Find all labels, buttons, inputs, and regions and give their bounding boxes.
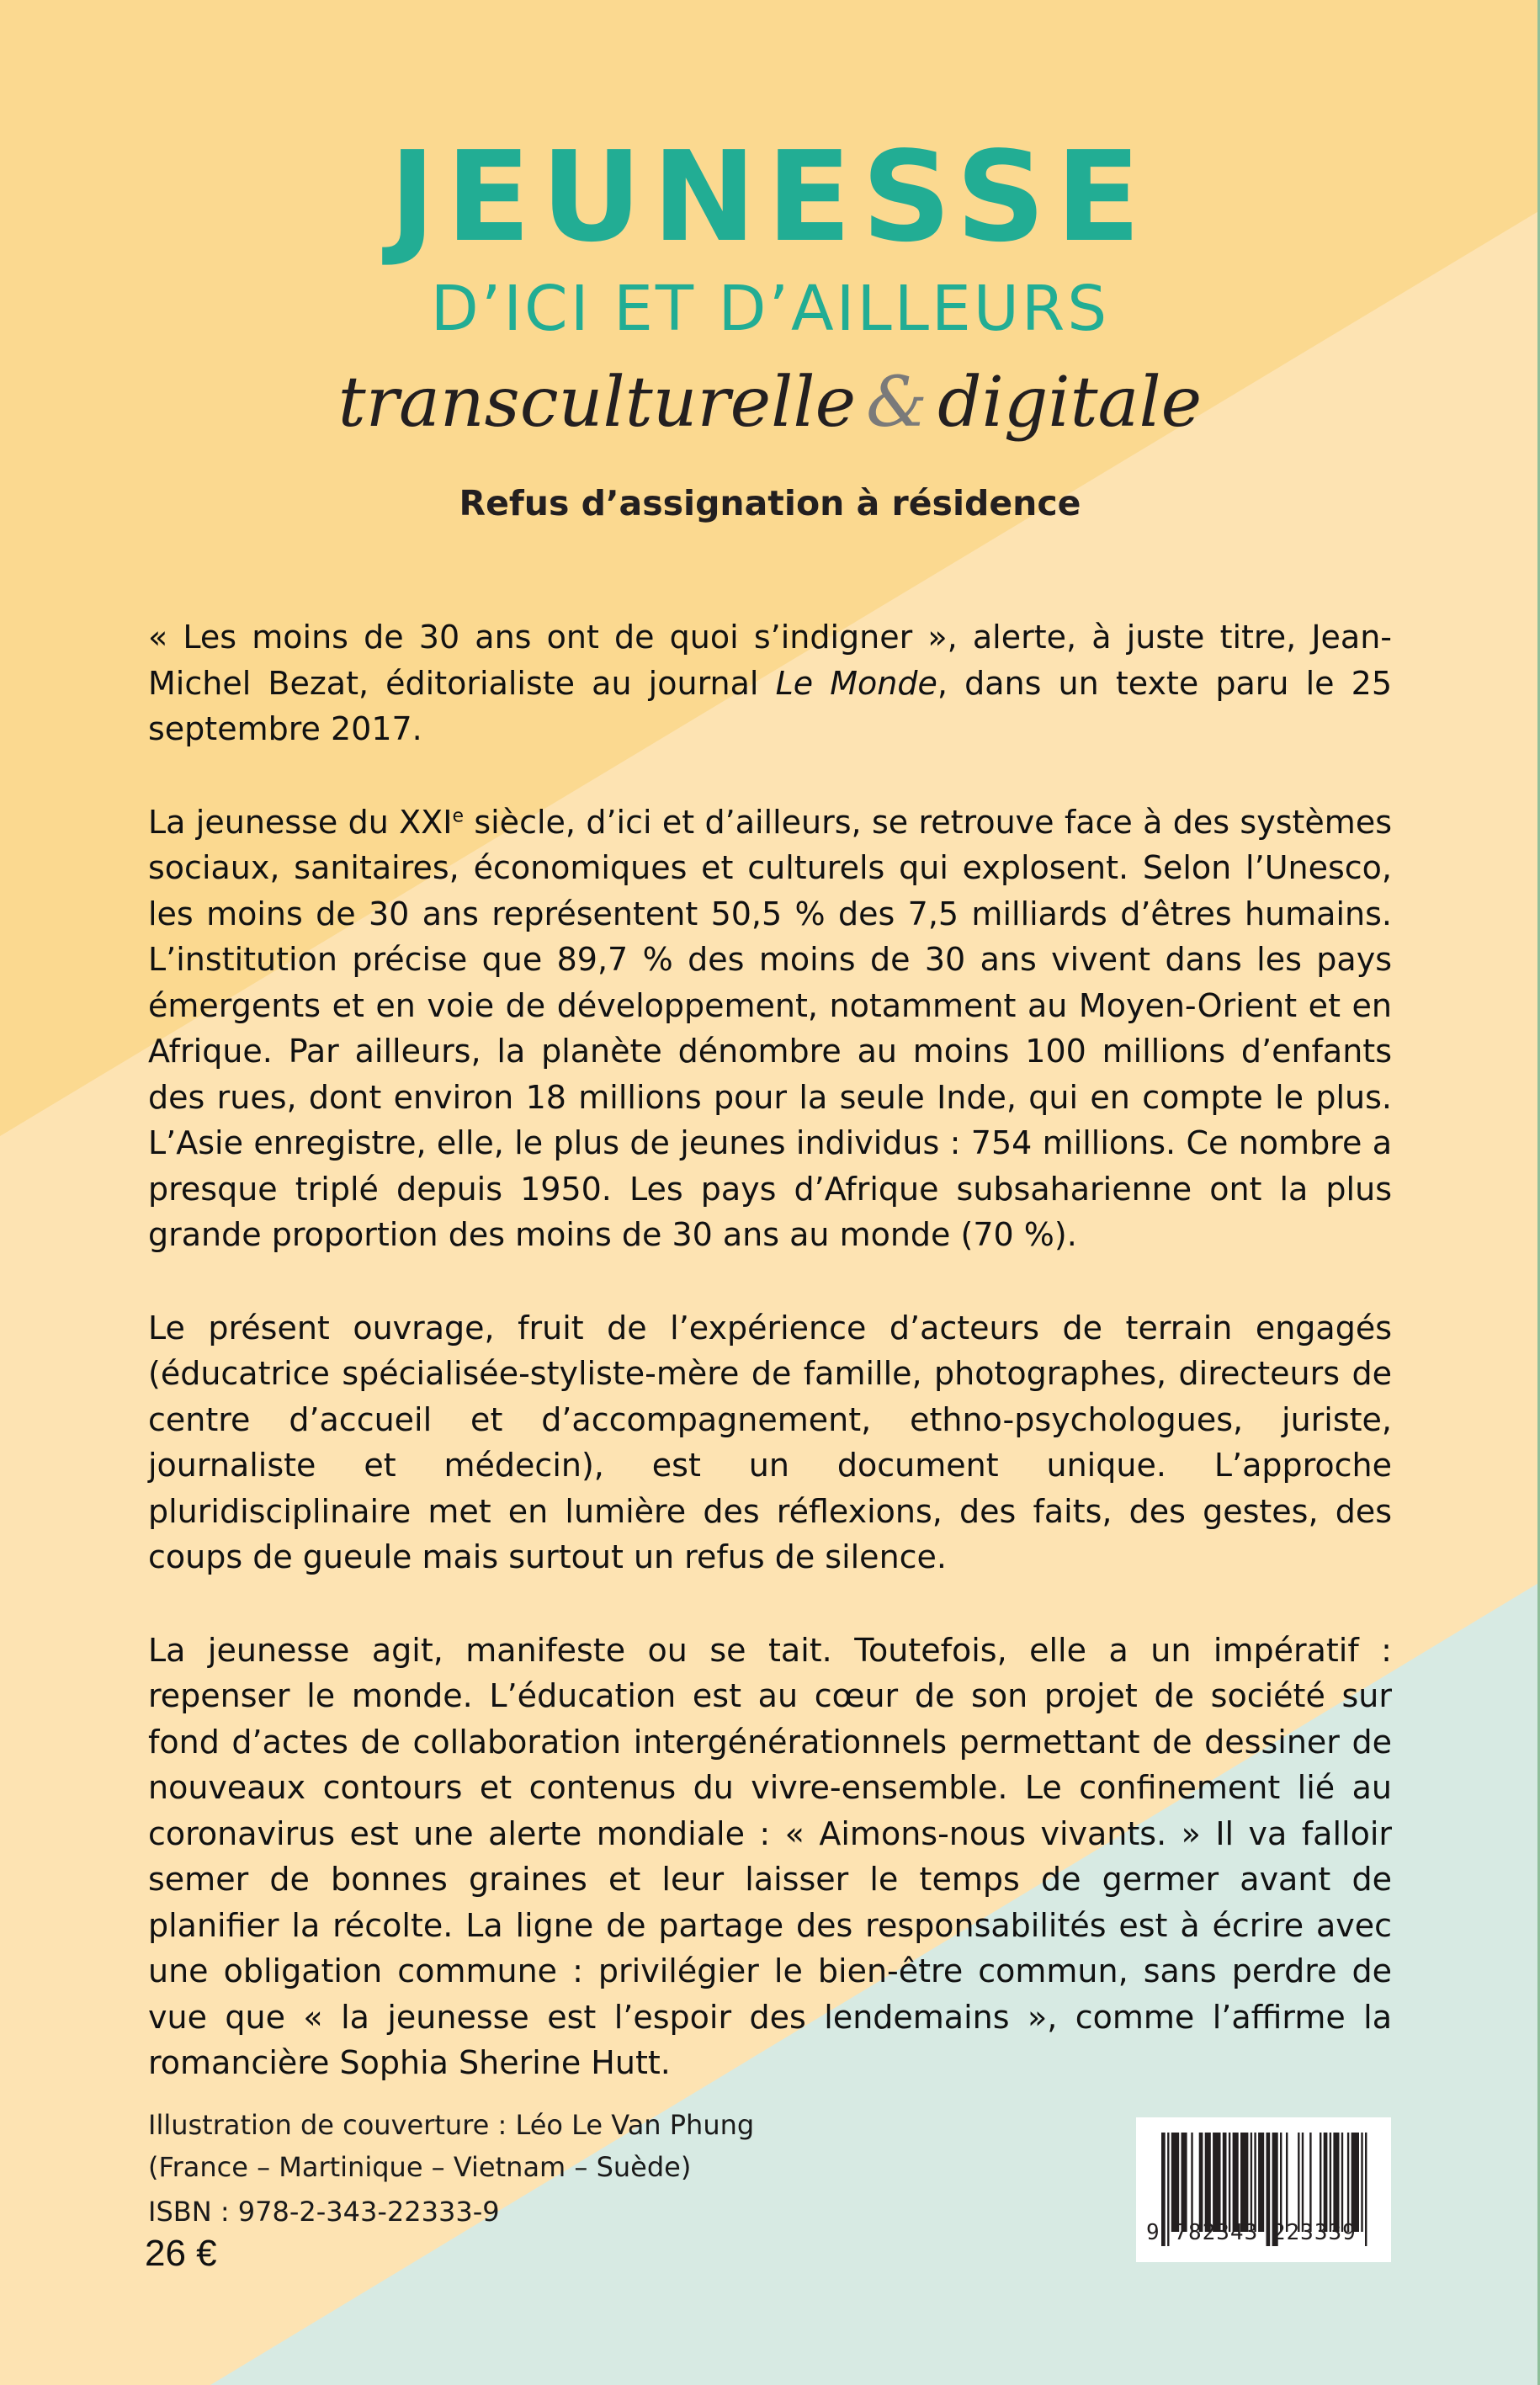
barcode-bar xyxy=(1251,2133,1252,2232)
price: 26 € xyxy=(145,2233,217,2274)
barcode-bar xyxy=(1309,2133,1311,2232)
book-subtitle: D’ICI ET D’AILLEURS xyxy=(430,273,1110,345)
barcode-bar xyxy=(1233,2133,1239,2232)
book-title: JEUNESSE xyxy=(389,125,1151,269)
script-left: transculturelle xyxy=(337,363,857,443)
barcode-bar xyxy=(1213,2133,1220,2232)
barcode xyxy=(1136,2117,1391,2262)
tagline: Refus d’assignation à résidence xyxy=(459,483,1081,523)
script-subtitle xyxy=(0,363,1540,443)
barcode-bar xyxy=(1171,2133,1179,2232)
p1-text: « Les moins de 30 ans ont de quoi s’indigner », alerte, à juste titre, Jean-Michel Bezat, éditorialiste au journal xyxy=(148,619,1392,702)
p2-text: La jeunesse du XXI xyxy=(148,803,453,841)
isbn: ISBN : 978-2-343-22333-9 xyxy=(148,2196,500,2228)
blurb xyxy=(148,614,1392,2086)
newspaper-name: Le Monde xyxy=(775,664,937,702)
barcode-bar xyxy=(1182,2133,1187,2232)
barcode-bar xyxy=(1351,2133,1359,2232)
barcode-bar xyxy=(1347,2133,1349,2232)
barcode-bar xyxy=(1298,2133,1299,2232)
p1-text-end: , dans un texte paru le 25 septembre 2017. xyxy=(148,664,1393,747)
barcode-bar xyxy=(1205,2133,1211,2232)
barcode-bar xyxy=(1302,2133,1304,2232)
barcode-bar xyxy=(1258,2133,1264,2232)
paragraph-3: Le présent ouvrage, fruit de l’expérience d’acteurs de terrain engagés (éducatrice spécialisée-styliste-mère de famille, photographes, directeurs de centre d’accueil et d’accompagnement, ethno-psychologues, juriste, journaliste et médecin), est un document unique. L’approche pluridisciplinaire met en lumière des réflexions, des faits, des gestes, des coups de gueule mais surtout un refus de silence. xyxy=(148,1309,1392,1575)
barcode-bar xyxy=(1324,2133,1328,2232)
barcode-bar xyxy=(1240,2133,1248,2232)
illustration-credit-line-1: Illustration de couverture : Léo Le Van Phung xyxy=(148,2109,755,2141)
illustration-credit-line-2: (France – Martinique – Vietnam – Suède) xyxy=(148,2151,692,2183)
ampersand: & xyxy=(866,363,928,443)
paragraph-4: La jeunesse agit, manifeste ou se tait. Toutefois, elle a un impératif : repenser le monde. L’éducation est au cœur de son projet de société sur fond d’actes de collaboration intergénérationnels permettant de dessiner de nouveaux contours et contenus du vivre-ensemble. Le confinement lié au coronavirus est une alerte mondiale : « Aimons-nous vivants. » Il va falloir semer de bonnes graines et leur laisser le temps de germer avant de planifier la récolte. La ligne de partage des responsabilités est à écrire avec une obligation commune : privilégier le bien-être commun, sans perdre de vue que « la jeunesse est l’espoir des lendemains », comme l’affirme la romancière Sophia Sherine Hutt. xyxy=(148,1631,1392,2081)
barcode-bar xyxy=(1191,2133,1192,2232)
barcode-bar xyxy=(1286,2133,1288,2232)
century-superscript: e xyxy=(452,805,464,826)
barcode-bar xyxy=(1330,2133,1331,2232)
illustration-credit xyxy=(148,2104,754,2188)
paragraph-1 xyxy=(148,614,1392,752)
barcode-bar xyxy=(1229,2133,1230,2232)
barcode-bar xyxy=(1223,2133,1227,2232)
barcode-bar xyxy=(1341,2133,1343,2232)
barcode-digits: 9 782343 223339 xyxy=(1146,2220,1357,2245)
barcode-bar xyxy=(1361,2133,1362,2232)
script-right: digitale xyxy=(937,363,1203,443)
barcode-bar xyxy=(1320,2133,1321,2232)
paragraph-2 xyxy=(148,799,1392,1258)
barcode-bar xyxy=(1199,2133,1203,2232)
barcode-bar xyxy=(1280,2133,1282,2232)
barcode-bar xyxy=(1333,2133,1339,2232)
barcode-bar xyxy=(1254,2133,1256,2232)
p2-text-end: siècle, d’ici et d’ailleurs, se retrouve face à des systèmes sociaux, sanitaires, économiques et culturels qui explosent. Selon l’Unesco, les moins de 30 ans représentent 50,5 % des 7,5 milliards d’êtres humains. L’institution précise que 89,7 % des moins de 30 ans vivent dans les pays émergents et en voie de développement, notamment au Moyen-Orient et en Afrique. Par ailleurs, la planète dénombre au moins 100 millions d’enfants des rues, dont environ 18 millions pour la seule Inde, qui en compte le plus. L’Asie enregistre, elle, le plus de jeunes individus : 754 millions. Ce nombre a presque triplé depuis 1950. Les pays d’Afrique subsaharienne ont la plus grande proportion des moins de 30 ans au monde (70 %). xyxy=(148,803,1392,1253)
